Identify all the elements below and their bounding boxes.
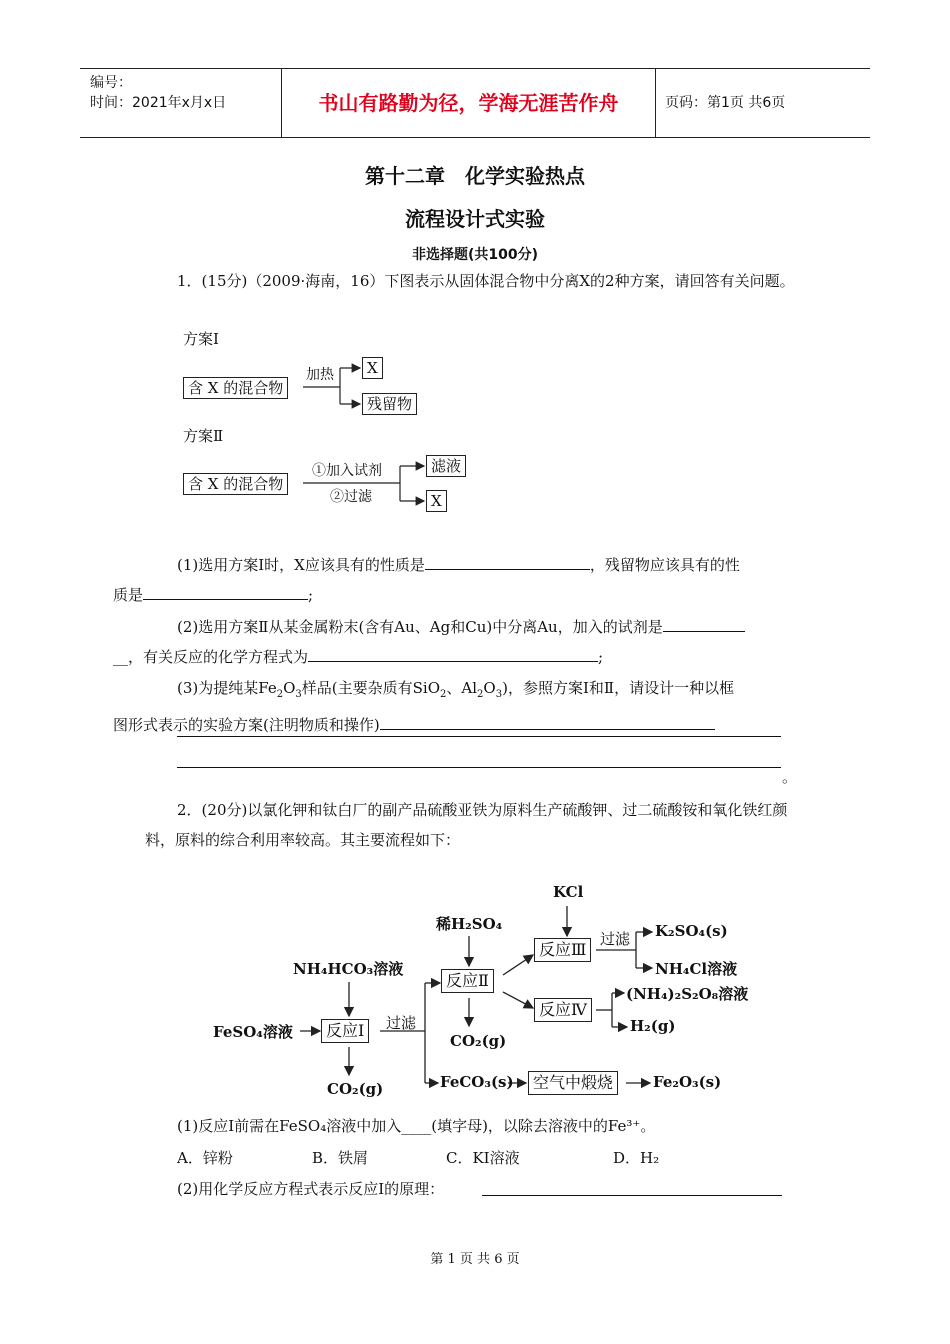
chapter-title: 第十二章 化学实验热点 xyxy=(365,164,585,188)
q1-sub2-blank-1[interactable] xyxy=(663,613,745,632)
scheme2-label: 方案Ⅱ xyxy=(183,427,224,445)
q1-sub2 xyxy=(113,612,810,672)
q1-sub3-blank-1[interactable] xyxy=(380,711,715,730)
q2-stem: 2．(20分)以氯化钾和钛白厂的副产品硫酸亚铁为原料生产硫酸钾、过二硫酸铵和氧化铁红颜料，原料的综合利用率较高。其主要流程如下： xyxy=(145,801,788,849)
flow-co2-b: CO₂(g) xyxy=(327,1080,384,1098)
q1-sub1-blank-2[interactable] xyxy=(143,581,308,600)
q1-sub3-blank-3[interactable] xyxy=(177,767,781,768)
q1-sub3-text-a: (3)为提纯某Fe xyxy=(177,679,277,697)
header-motto: 书山有路勤为径，学海无涯苦作舟 xyxy=(281,69,656,137)
flow-reaction-3-box: 反应Ⅲ xyxy=(534,938,591,962)
q1-sub2-text-b: __，有关反应的化学方程式为 xyxy=(113,648,309,666)
flow-k2so4: K₂SO₄(s) xyxy=(655,922,728,940)
q2-sub2: (2)用化学反应方程式表示反应Ⅰ的原理： xyxy=(177,1180,445,1198)
flow-filter-2: 过滤 xyxy=(600,930,631,948)
flow-kcl: KCl xyxy=(553,883,584,901)
flow-reaction-2-box: 反应Ⅱ xyxy=(441,969,494,993)
q1-sub1-text-b: ，残留物应该具有的性 xyxy=(589,556,740,574)
flow-filter-1: 过滤 xyxy=(386,1014,417,1032)
flow-nh4cl: NH₄Cl溶液 xyxy=(655,960,738,978)
scheme2-add-reagent-label: ①加入试剂 xyxy=(312,463,382,479)
q1-sub3-text-c: 、Al xyxy=(446,679,478,697)
flow-co2-a: CO₂(g) xyxy=(450,1032,507,1050)
q1-sub1 xyxy=(113,550,810,610)
scheme2-input-box: 含 X 的混合物 xyxy=(183,473,288,495)
q1-sub3-end: 。 xyxy=(782,768,798,786)
q1-stem: 1．(15分)（2009·海南，16）下图表示从固体混合物中分离X的2种方案，请回答有关问题。 xyxy=(177,272,795,290)
q1-sub1-end: ; xyxy=(308,586,314,604)
q1-sub3-blank-2[interactable] xyxy=(177,736,781,737)
flow-h2: H₂(g) xyxy=(630,1017,676,1035)
q1-sub3: (3)为提纯某$Fe_2O_3$样品(主要杂质有SiO$_2$、$Al_2O_3$)，参照方案Ⅰ和Ⅱ，请设计一种以框 图形式表示的实验方案(注明物质和操作) xyxy=(113,679,735,734)
flow-nh4hco3: NH₄HCO₃溶液 xyxy=(293,960,404,978)
q1-sub2-end: ; xyxy=(598,648,604,666)
flow-fe2o3: Fe₂O₃(s) xyxy=(653,1073,722,1091)
scheme1-label: 方案Ⅰ xyxy=(183,330,219,348)
section-title: 流程设计式实验 xyxy=(405,207,545,231)
page-footer: 第 1 页 共 6 页 xyxy=(430,1252,520,1267)
flow-reaction-4-box: 反应Ⅳ xyxy=(534,998,592,1022)
q2-option-d[interactable]: D．H₂ xyxy=(613,1149,660,1167)
scheme2-filter-label: ②过滤 xyxy=(330,489,372,505)
q2-option-b[interactable]: B．铁屑 xyxy=(312,1149,369,1167)
q2-option-a[interactable]: A．锌粉 xyxy=(177,1149,233,1167)
flow-reaction-1-box: 反应Ⅰ xyxy=(321,1019,369,1043)
q2-sub2-blank[interactable] xyxy=(482,1195,782,1196)
flow-feco3: FeCO₃(s) xyxy=(440,1073,514,1091)
q2-sub1: (1)反应Ⅰ前需在FeSO₄溶液中加入____(填字母)，以除去溶液中的Fe³⁺。 xyxy=(177,1117,656,1135)
flow-calcine-box: 空气中煅烧 xyxy=(528,1071,618,1095)
flow-dilute-acid: 稀H₂SO₄ xyxy=(436,915,503,933)
q1-sub3-text-e: 图形式表示的实验方案(注明物质和操作) xyxy=(113,716,380,734)
q2-option-c[interactable]: C．KI溶液 xyxy=(446,1149,520,1167)
q1-sub2-blank-2[interactable] xyxy=(308,643,598,662)
flow-feso4: FeSO₄溶液 xyxy=(213,1023,293,1041)
q1-sub1-text-c: 质是 xyxy=(113,586,144,604)
number-label: 编号： xyxy=(90,75,132,91)
flow-persulfate: (NH₄)₂S₂O₈溶液 xyxy=(626,985,749,1003)
part-title: 非选择题(共100分) xyxy=(411,247,539,263)
scheme1-x-box: X xyxy=(362,357,383,379)
q1-sub3-text-d: )，参照方案Ⅰ和Ⅱ，请设计一种以框 xyxy=(502,679,735,697)
scheme1-input-box: 含 X 的混合物 xyxy=(183,377,288,399)
q1-sub1-blank-1[interactable] xyxy=(425,551,590,570)
q1-sub3-text-b: 样品(主要杂质有SiO xyxy=(301,679,441,697)
scheme2-filtrate-box: 滤液 xyxy=(426,455,466,477)
q1-sub1-text-a: (1)选用方案Ⅰ时，X应该具有的性质是 xyxy=(177,556,425,574)
scheme2-x-box: X xyxy=(426,490,447,512)
scheme1-residue-box: 残留物 xyxy=(362,393,417,415)
q1-sub2-text-a: (2)选用方案Ⅱ从某金属粉末(含有Au、Ag和Cu)中分离Au，加入的试剂是 xyxy=(177,618,663,636)
header-page-label: 页码：第1页 共6页 xyxy=(665,95,786,111)
time-label: 时间：2021年x月x日 xyxy=(90,95,227,111)
scheme1-heat-label: 加热 xyxy=(306,367,334,383)
